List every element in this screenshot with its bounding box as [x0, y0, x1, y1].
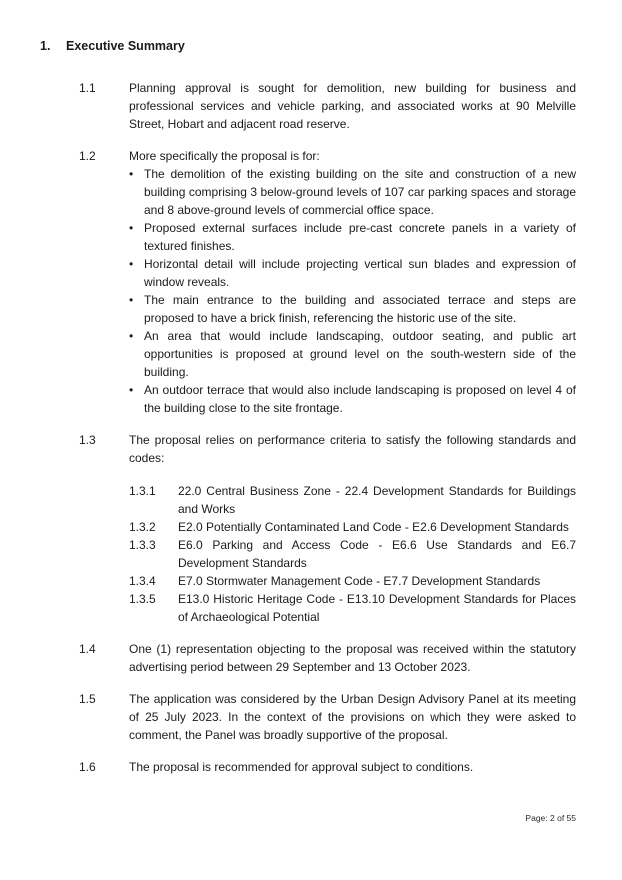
- bullet-item: [129, 291, 576, 327]
- subclause-1-3-5: [129, 590, 576, 626]
- bullet-item: [129, 255, 576, 291]
- bullet-text: Horizontal detail will include projecting vertical sun blades and expression of window reveals.: [144, 257, 576, 289]
- clause-text: The proposal relies on performance criteria to satisfy the following standards and codes:: [129, 433, 576, 465]
- clause-number: 1.3: [79, 433, 96, 447]
- clause-1-4: [79, 640, 576, 676]
- bullet-text: An area that would include landscaping, outdoor seating, and public art opportunities is proposed at ground level on the south-western side of the building.: [144, 329, 576, 379]
- subclause-number: 1.3.4: [129, 574, 156, 588]
- clause-text: The proposal is recommended for approval subject to conditions.: [129, 760, 474, 774]
- clause-number: 1.4: [79, 642, 96, 656]
- clause-text: The application was considered by the Urban Design Advisory Panel at its meeting of 25 July 2023. In the context of the provisions on which they were asked to comment, the Panel was broadly supportive of the proposal.: [129, 692, 576, 742]
- bullet-item: [129, 381, 576, 417]
- clause-number: 1.2: [79, 149, 96, 163]
- subclause-text: E7.0 Stormwater Management Code - E7.7 Development Standards: [178, 574, 541, 588]
- clause-text: One (1) representation objecting to the proposal was received within the statutory advertising period between 29 September and 13 October 2023.: [129, 642, 576, 674]
- subclause-1-3-2: [129, 518, 576, 536]
- clause-1-3-subclause-list: [129, 482, 576, 626]
- clause-number: 1.5: [79, 692, 96, 706]
- subclause-number: 1.3.2: [129, 520, 156, 534]
- subclause-text: E6.0 Parking and Access Code - E6.6 Use Standards and E6.7 Development Standards: [178, 538, 576, 570]
- clause-1-2: [79, 147, 576, 165]
- bullet-item: [129, 219, 576, 255]
- clause-1-5: [79, 690, 576, 744]
- clause-number: 1.6: [79, 760, 96, 774]
- subclause-number: 1.3.3: [129, 538, 156, 552]
- bullet-text: Proposed external surfaces include pre-cast concrete panels in a variety of textured finishes.: [144, 221, 576, 253]
- section-heading: [40, 37, 576, 55]
- subclause-1-3-4: [129, 572, 576, 590]
- bullet-icon: [129, 291, 144, 327]
- subclause-text: E13.0 Historic Heritage Code - E13.10 Development Standards for Places of Archaeological Potential: [178, 592, 576, 624]
- section-title: Executive Summary: [66, 39, 185, 53]
- bullet-icon: [129, 255, 144, 291]
- clause-text: Planning approval is sought for demolition, new building for business and professional services and vehicle parking, and associated works at 90 Melville Street, Hobart and adjacent road reserve.: [129, 81, 576, 131]
- clause-1-6: [79, 758, 576, 776]
- clause-1-3: [79, 431, 576, 467]
- bullet-item: [129, 327, 576, 381]
- subclause-1-3-3: [129, 536, 576, 572]
- subclause-text: 22.0 Central Business Zone - 22.4 Development Standards for Buildings and Works: [178, 484, 576, 516]
- clause-text: More specifically the proposal is for:: [129, 149, 320, 163]
- clause-1-2-bullet-list: [129, 165, 576, 417]
- bullet-icon: [129, 327, 144, 381]
- section-number: 1.: [40, 39, 51, 53]
- bullet-icon: [129, 219, 144, 255]
- clause-1-1: [79, 79, 576, 133]
- subclause-number: 1.3.1: [129, 484, 156, 498]
- bullet-icon: [129, 165, 144, 219]
- clause-number: 1.1: [79, 81, 96, 95]
- bullet-text: The demolition of the existing building on the site and construction of a new building comprising 3 below-ground levels of 107 car parking spaces and storage and 8 above-ground levels of commercial office space.: [144, 167, 576, 217]
- subclause-number: 1.3.5: [129, 592, 156, 606]
- bullet-text: An outdoor terrace that would also include landscaping is proposed on level 4 of the building close to the site frontage.: [144, 383, 576, 415]
- subclause-1-3-1: [129, 482, 576, 518]
- bullet-item: [129, 165, 576, 219]
- page-number-footer: Page: 2 of 55: [525, 813, 576, 823]
- bullet-text: The main entrance to the building and associated terrace and steps are proposed to have a brick finish, referencing the historic use of the site.: [144, 293, 576, 325]
- subclause-text: E2.0 Potentially Contaminated Land Code - E2.6 Development Standards: [178, 520, 569, 534]
- bullet-icon: [129, 381, 144, 417]
